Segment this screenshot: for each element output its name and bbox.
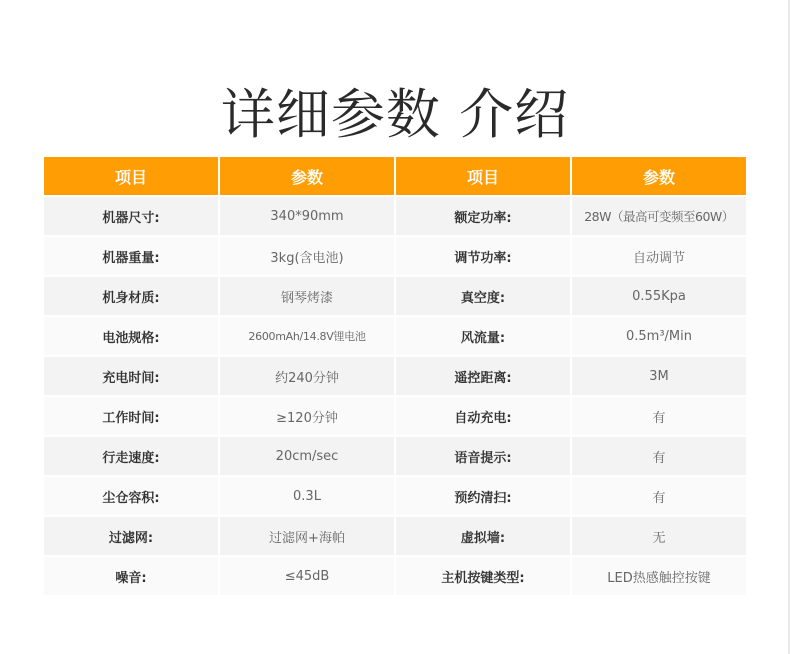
row-value-left: 约240分钟 — [220, 357, 394, 395]
row-label-right: 预约清扫: — [396, 477, 570, 515]
table-row — [44, 237, 746, 275]
page-title: 详细参数 介绍 — [220, 83, 570, 147]
row-value-right: 无 — [572, 517, 746, 555]
row-value-right: LED热感触控按键 — [572, 557, 746, 595]
row-label-left: 过滤网: — [44, 517, 218, 555]
table-row — [44, 517, 746, 555]
header-param-right: 参数 — [572, 157, 746, 195]
row-value-left: 0.3L — [220, 477, 394, 515]
table-row — [44, 477, 746, 515]
row-value-right: 28W（最高可变频至60W） — [572, 197, 746, 235]
row-value-right: 0.5m³/Min — [572, 317, 746, 355]
row-value-right: 有 — [572, 397, 746, 435]
row-label-right: 自动充电: — [396, 397, 570, 435]
row-label-left: 工作时间: — [44, 397, 218, 435]
row-label-left: 电池规格: — [44, 317, 218, 355]
table-row — [44, 277, 746, 315]
row-value-right: 自动调节 — [572, 237, 746, 275]
spec-table — [44, 157, 746, 597]
row-label-right: 主机按键类型: — [396, 557, 570, 595]
row-value-right: 3M — [572, 357, 746, 395]
row-value-left: 过滤网+海帕 — [220, 517, 394, 555]
row-value-left: 钢琴烤漆 — [220, 277, 394, 315]
table-row — [44, 197, 746, 235]
row-value-left: ≤45dB — [220, 557, 394, 595]
row-value-left: 2600mAh/14.8V锂电池 — [220, 317, 394, 355]
table-row — [44, 397, 746, 435]
header-item-right: 项目 — [396, 157, 570, 195]
row-label-left: 机身材质: — [44, 277, 218, 315]
row-label-right: 虚拟墙: — [396, 517, 570, 555]
row-label-right: 真空度: — [396, 277, 570, 315]
table-row — [44, 357, 746, 395]
row-label-left: 机器尺寸: — [44, 197, 218, 235]
row-label-left: 行走速度: — [44, 437, 218, 475]
row-value-left: 3kg(含电池) — [220, 237, 394, 275]
row-label-left: 尘仓容积: — [44, 477, 218, 515]
row-value-left: ≥120分钟 — [220, 397, 394, 435]
row-value-left: 20cm/sec — [220, 437, 394, 475]
row-label-right: 遥控距离: — [396, 357, 570, 395]
row-label-left: 充电时间: — [44, 357, 218, 395]
row-label-right: 语音提示: — [396, 437, 570, 475]
row-value-left: 340*90mm — [220, 197, 394, 235]
row-label-right: 调节功率: — [396, 237, 570, 275]
table-row — [44, 557, 746, 595]
row-value-right: 0.55Kpa — [572, 277, 746, 315]
row-label-left: 机器重量: — [44, 237, 218, 275]
row-value-right: 有 — [572, 477, 746, 515]
row-label-right: 额定功率: — [396, 197, 570, 235]
row-value-right: 有 — [572, 437, 746, 475]
row-label-right: 风流量: — [396, 317, 570, 355]
row-label-left: 噪音: — [44, 557, 218, 595]
header-param-left: 参数 — [220, 157, 394, 195]
table-row — [44, 437, 746, 475]
table-header-row — [44, 157, 746, 195]
header-item-left: 项目 — [44, 157, 218, 195]
table-row — [44, 317, 746, 355]
